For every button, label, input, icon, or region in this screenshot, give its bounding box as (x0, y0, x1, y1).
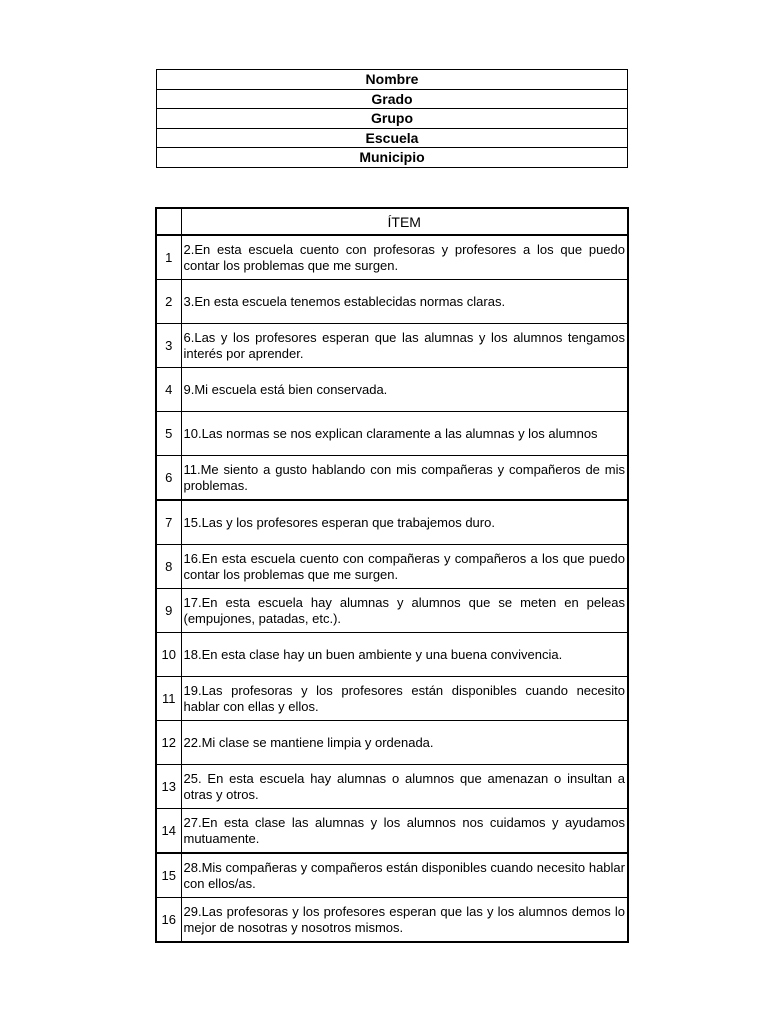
row-number: 2 (156, 280, 181, 324)
field-label-grado: Grado (157, 89, 628, 109)
row-number: 13 (156, 765, 181, 809)
field-label-municipio: Municipio (157, 148, 628, 168)
item-text: 6.Las y los profesores esperan que las alumnas y los alumnos tengamos interés por aprender. (181, 324, 628, 368)
info-row-escuela (157, 128, 628, 148)
item-text: 29.Las profesoras y los profesores esperan que las y los alumnos demos lo mejor de nosotras y nosotros mismos. (181, 898, 628, 943)
table-row (156, 456, 628, 501)
table-row (156, 765, 628, 809)
item-text: 10.Las normas se nos explican claramente a las alumnas y los alumnos (181, 412, 628, 456)
info-row-grupo (157, 109, 628, 129)
row-number: 8 (156, 545, 181, 589)
number-column-header (156, 208, 181, 235)
table-row (156, 412, 628, 456)
field-label-grupo: Grupo (157, 109, 628, 129)
row-number: 14 (156, 809, 181, 854)
item-text: 18.En esta clase hay un buen ambiente y una buena convivencia. (181, 633, 628, 677)
row-number: 15 (156, 853, 181, 898)
table-row (156, 545, 628, 589)
table-row (156, 324, 628, 368)
items-table-header (156, 208, 628, 235)
item-column-header: ÍTEM (181, 208, 628, 235)
row-number: 3 (156, 324, 181, 368)
table-row (156, 677, 628, 721)
item-text: 22.Mi clase se mantiene limpia y ordenada. (181, 721, 628, 765)
items-table (155, 207, 629, 943)
item-text: 19.Las profesoras y los profesores están disponibles cuando necesito hablar con ellas y ellos. (181, 677, 628, 721)
item-text: 11.Me siento a gusto hablando con mis compañeras y compañeros de mis problemas. (181, 456, 628, 501)
info-row-grado (157, 89, 628, 109)
item-text: 9.Mi escuela está bien conservada. (181, 368, 628, 412)
item-text: 17.En esta escuela hay alumnas y alumnos que se meten en peleas (empujones, patadas, etc.). (181, 589, 628, 633)
item-text: 2.En esta escuela cuento con profesoras y profesores a los que puedo contar los problemas que me surgen. (181, 235, 628, 280)
item-text: 27.En esta clase las alumnas y los alumnos nos cuidamos y ayudamos mutuamente. (181, 809, 628, 854)
item-text: 25. En esta escuela hay alumnas o alumnos que amenazan o insultan a otras y otros. (181, 765, 628, 809)
info-row-nombre (157, 70, 628, 90)
table-row (156, 721, 628, 765)
row-number: 11 (156, 677, 181, 721)
row-number: 9 (156, 589, 181, 633)
table-row (156, 500, 628, 545)
item-text: 3.En esta escuela tenemos establecidas normas claras. (181, 280, 628, 324)
row-number: 16 (156, 898, 181, 943)
table-row (156, 633, 628, 677)
item-text: 15.Las y los profesores esperan que trabajemos duro. (181, 500, 628, 545)
row-number: 10 (156, 633, 181, 677)
info-row-municipio (157, 148, 628, 168)
table-row (156, 368, 628, 412)
row-number: 6 (156, 456, 181, 501)
item-text: 28.Mis compañeras y compañeros están disponibles cuando necesito hablar con ellos/as. (181, 853, 628, 898)
row-number: 4 (156, 368, 181, 412)
table-row (156, 235, 628, 280)
table-row (156, 853, 628, 898)
item-text: 16.En esta escuela cuento con compañeras y compañeros a los que puedo contar los problemas que me surgen. (181, 545, 628, 589)
row-number: 12 (156, 721, 181, 765)
student-info-table (156, 69, 628, 168)
row-number: 7 (156, 500, 181, 545)
table-row (156, 589, 628, 633)
table-row (156, 809, 628, 854)
row-number: 1 (156, 235, 181, 280)
table-row (156, 280, 628, 324)
table-row (156, 898, 628, 943)
field-label-escuela: Escuela (157, 128, 628, 148)
row-number: 5 (156, 412, 181, 456)
field-label-nombre: Nombre (157, 70, 628, 90)
